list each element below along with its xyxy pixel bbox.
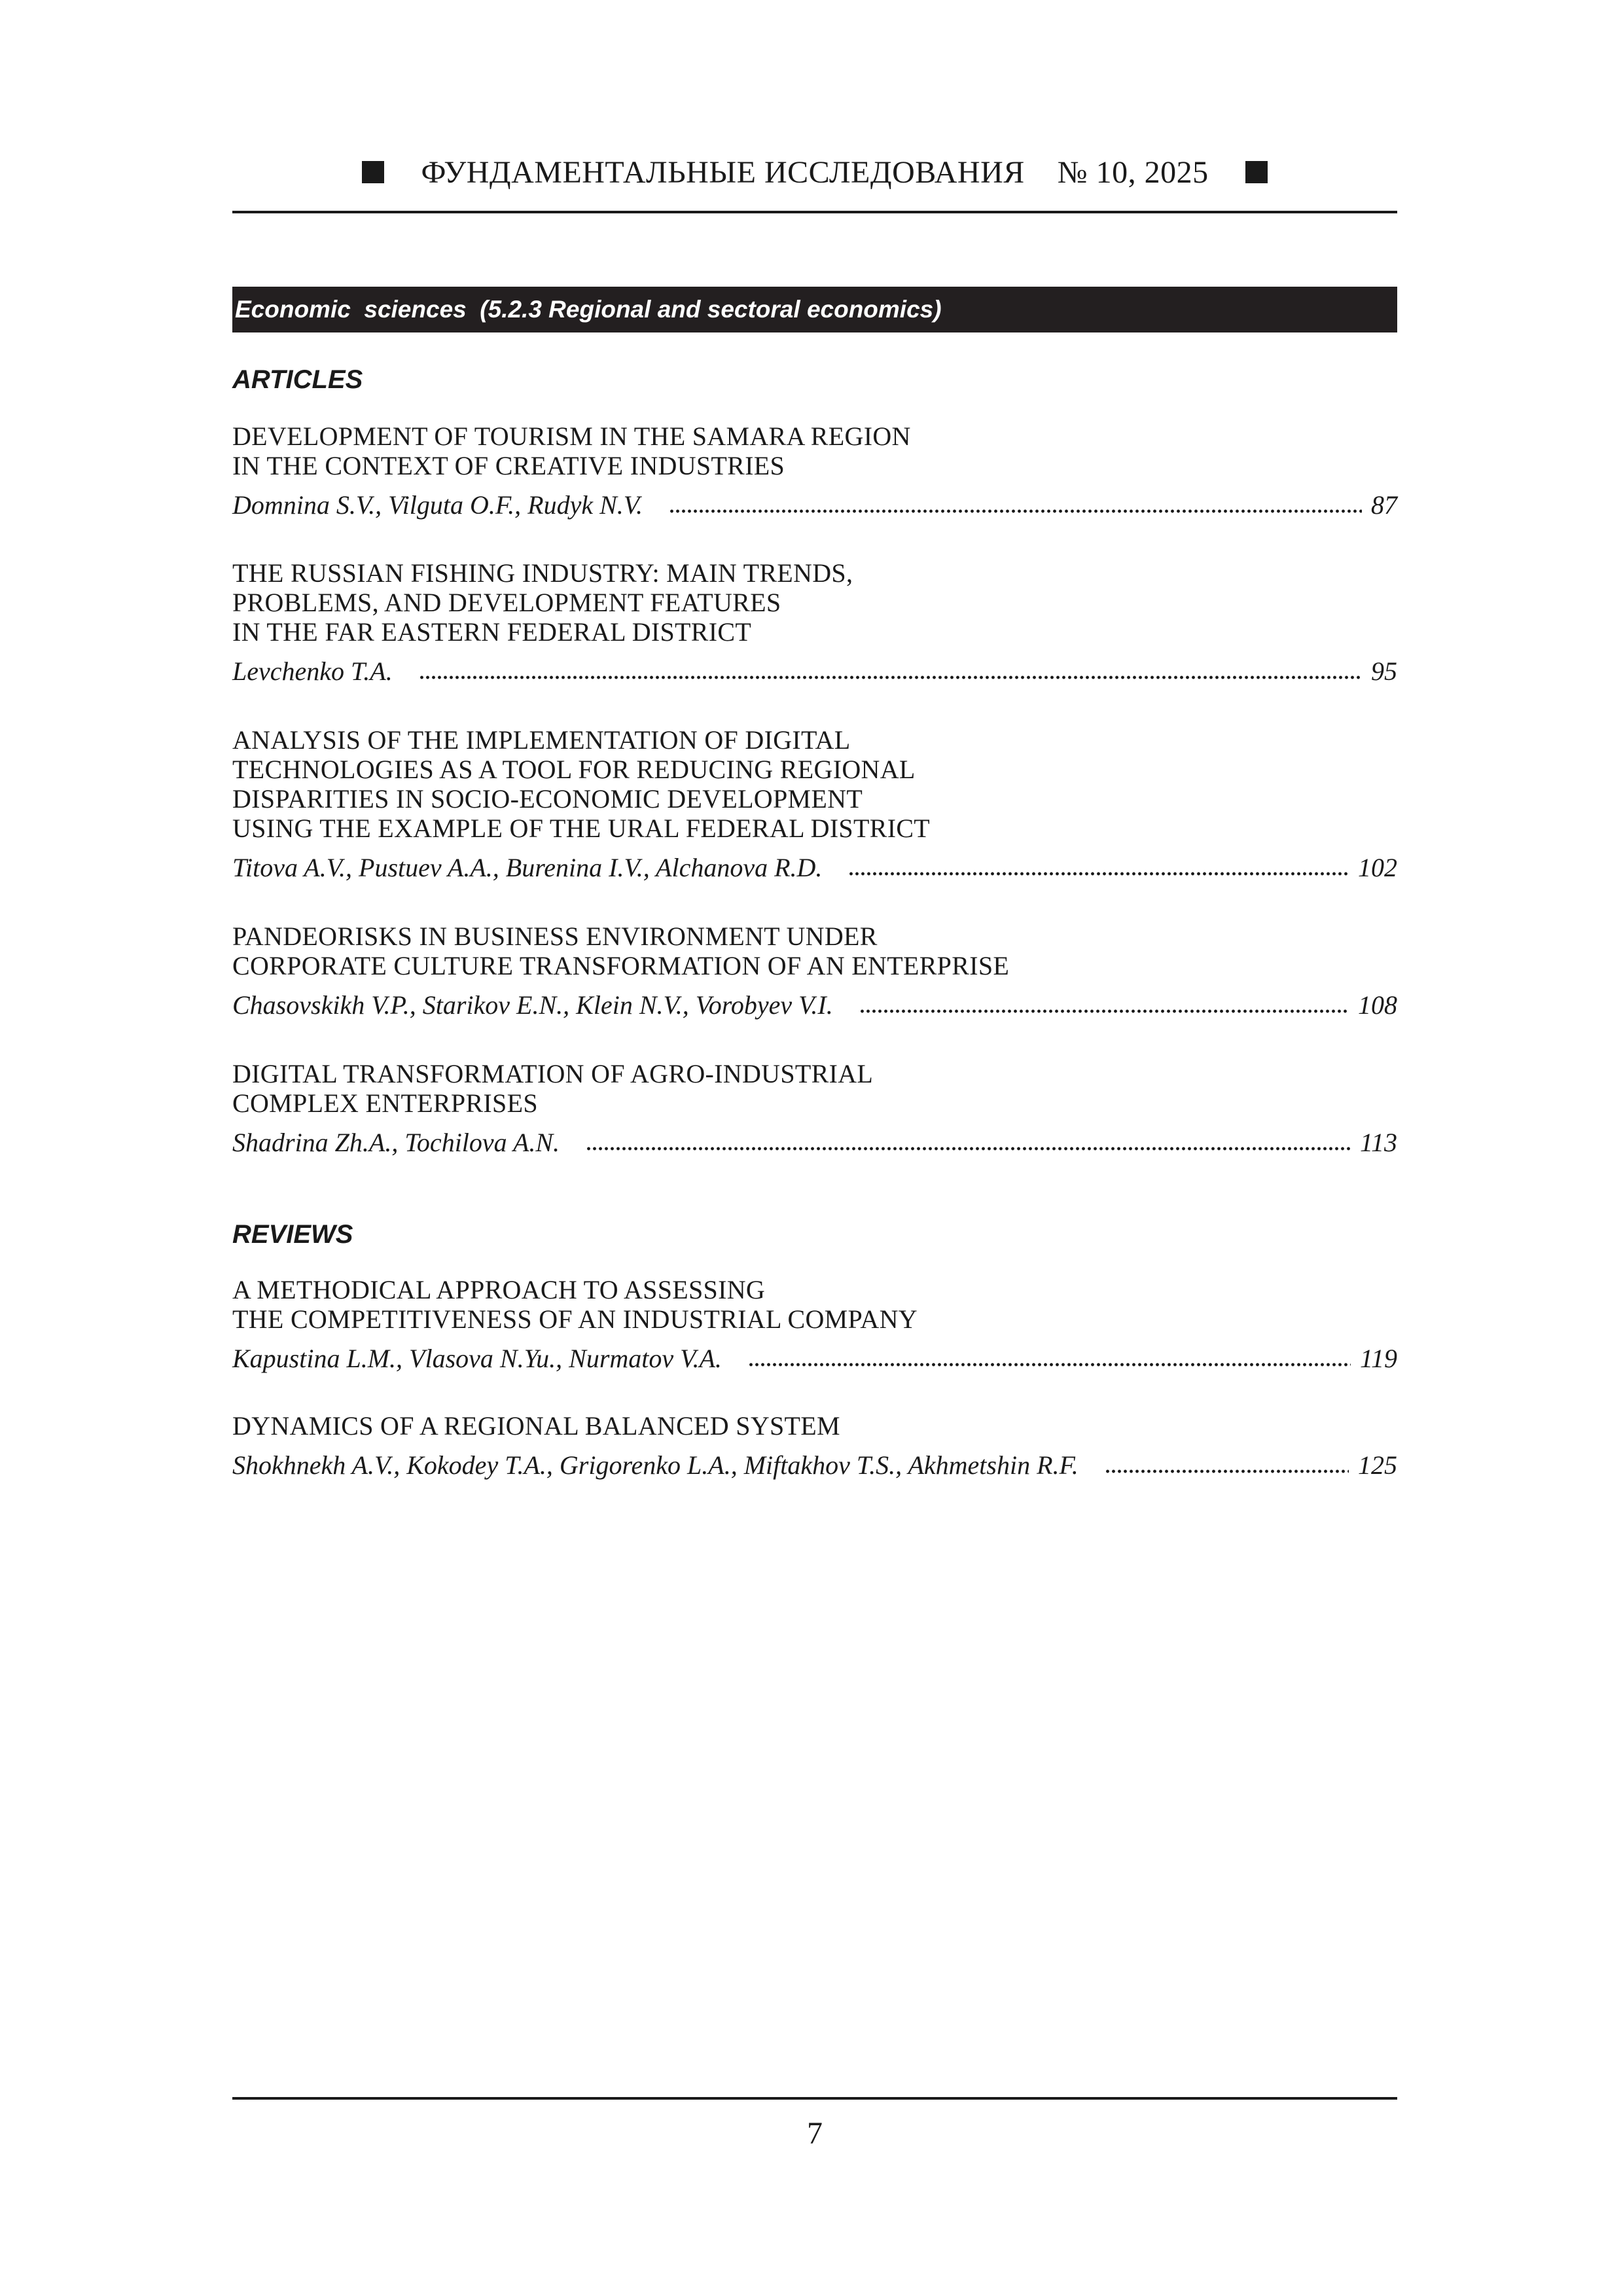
entry-meta bbox=[232, 656, 1397, 687]
entry-title-line: DYNAMICS OF A REGIONAL BALANCED SYSTEM bbox=[232, 1411, 840, 1441]
toc-entry[interactable] bbox=[232, 558, 1397, 687]
entry-title-line: DIGITAL TRANSFORMATION OF AGRO-INDUSTRIAL bbox=[232, 1059, 874, 1088]
dot-leader bbox=[1105, 1452, 1349, 1474]
entry-title bbox=[232, 725, 1397, 843]
entry-title-line: TECHNOLOGIES AS A TOOL FOR REDUCING REGIONAL bbox=[232, 755, 916, 784]
entry-page: 125 bbox=[1358, 1450, 1397, 1480]
entry-title-line: PANDEORISKS IN BUSINESS ENVIRONMENT UNDER bbox=[232, 922, 878, 951]
footer-divider bbox=[232, 2097, 1397, 2100]
entry-title-line: A METHODICAL APPROACH TO ASSESSING bbox=[232, 1275, 766, 1304]
toc-entry[interactable] bbox=[232, 1275, 1397, 1374]
dot-leader bbox=[669, 492, 1362, 514]
entry-page: 108 bbox=[1358, 990, 1397, 1020]
toc-entry[interactable] bbox=[232, 1411, 1397, 1481]
entry-page: 113 bbox=[1359, 1128, 1397, 1157]
entry-authors: Shadrina Zh.A., Tochilova A.N. bbox=[232, 1128, 560, 1157]
articles-label: ARTICLES bbox=[232, 365, 363, 394]
header-divider bbox=[232, 211, 1397, 213]
toc-entry[interactable] bbox=[232, 1059, 1397, 1158]
entry-authors: Kapustina L.M., Vlasova N.Yu., Nurmatov V.A. bbox=[232, 1344, 722, 1373]
toc-entry[interactable] bbox=[232, 422, 1397, 521]
entry-title-line: THE RUSSIAN FISHING INDUSTRY: MAIN TRENDS, bbox=[232, 558, 853, 588]
entry-authors: Chasovskikh V.P., Starikov E.N., Klein N.V., Vorobyev V.I. bbox=[232, 990, 833, 1020]
entry-title-line: COMPLEX ENTERPRISES bbox=[232, 1088, 538, 1118]
dot-leader bbox=[859, 992, 1349, 1014]
entry-title-line: CORPORATE CULTURE TRANSFORMATION OF AN ENTERPRISE bbox=[232, 951, 1010, 980]
entry-title-line: DEVELOPMENT OF TOURISM IN THE SAMARA REGION bbox=[232, 422, 911, 451]
page-number: 7 bbox=[807, 2116, 823, 2151]
section-heading: Economic sciences (5.2.3 Regional and sectoral economics) bbox=[232, 287, 1397, 332]
square-bullet-icon bbox=[362, 161, 384, 183]
entry-title bbox=[232, 422, 1397, 480]
entry-title bbox=[232, 558, 1397, 647]
entry-title-line: DISPARITIES IN SOCIO-ECONOMIC DEVELOPMENT bbox=[232, 784, 863, 814]
entry-title-line: THE COMPETITIVENESS OF AN INDUSTRIAL COMPANY bbox=[232, 1304, 918, 1334]
entry-authors: Domnina S.V., Vilguta O.F., Rudyk N.V. bbox=[232, 490, 643, 520]
reviews-label: REVIEWS bbox=[232, 1220, 353, 1249]
entry-meta bbox=[232, 1127, 1397, 1158]
entry-title bbox=[232, 1059, 1397, 1118]
entry-meta bbox=[232, 1450, 1397, 1481]
entry-title-line: ANALYSIS OF THE IMPLEMENTATION OF DIGITAL bbox=[232, 725, 851, 755]
entry-meta bbox=[232, 990, 1397, 1021]
entry-page: 102 bbox=[1358, 853, 1397, 882]
entry-authors: Levchenko T.A. bbox=[232, 656, 393, 686]
entry-meta bbox=[232, 852, 1397, 884]
entry-authors: Titova A.V., Pustuev A.A., Burenina I.V., Alchanova R.D. bbox=[232, 853, 823, 882]
entry-title-line: IN THE FAR EASTERN FEDERAL DISTRICT bbox=[232, 617, 752, 647]
entry-title-line: USING THE EXAMPLE OF THE URAL FEDERAL DISTRICT bbox=[232, 814, 931, 843]
dot-leader bbox=[848, 854, 1349, 876]
square-bullet-icon bbox=[1245, 161, 1268, 183]
entry-page: 95 bbox=[1371, 656, 1397, 686]
entry-title bbox=[232, 1275, 1397, 1334]
running-header bbox=[232, 149, 1397, 195]
entry-title-line: PROBLEMS, AND DEVELOPMENT FEATURES bbox=[232, 588, 781, 617]
journal-title: ФУНДАМЕНТАЛЬНЫЕ ИССЛЕДОВАНИЯ bbox=[421, 154, 1025, 190]
entry-title-line: IN THE CONTEXT OF CREATIVE INDUSTRIES bbox=[232, 451, 785, 480]
entry-title bbox=[232, 1411, 1397, 1441]
entry-title bbox=[232, 922, 1397, 980]
issue-number: № 10, 2025 bbox=[1057, 154, 1209, 190]
entry-meta bbox=[232, 490, 1397, 521]
dot-leader bbox=[748, 1345, 1351, 1367]
dot-leader bbox=[586, 1129, 1351, 1151]
entry-authors: Shokhnekh A.V., Kokodey T.A., Grigorenko L.A., Miftakhov T.S., Akhmetshin R.F. bbox=[232, 1450, 1079, 1480]
toc-entry[interactable] bbox=[232, 922, 1397, 1021]
entry-page: 119 bbox=[1359, 1344, 1397, 1373]
dot-leader bbox=[419, 658, 1362, 680]
toc-entry[interactable] bbox=[232, 725, 1397, 884]
entry-meta bbox=[232, 1343, 1397, 1374]
entry-page: 87 bbox=[1371, 490, 1397, 520]
